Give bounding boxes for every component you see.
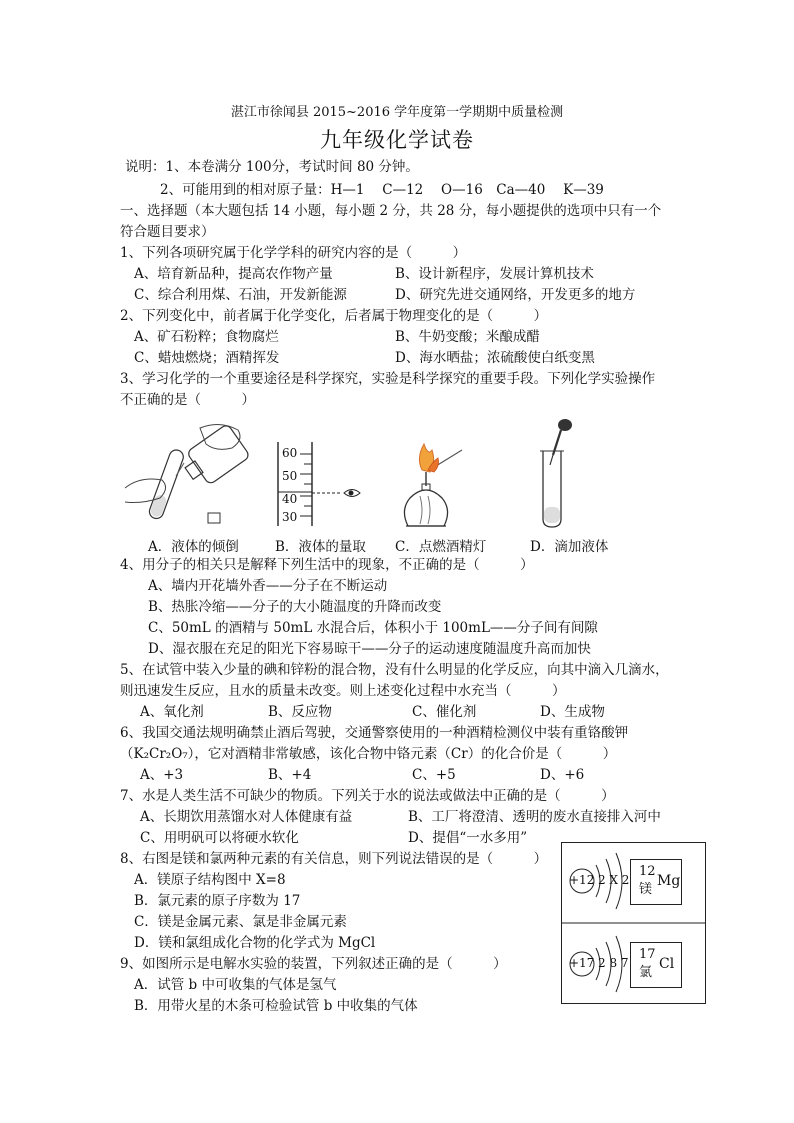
exam-title: 九年级化学试卷 — [320, 128, 474, 152]
q4-stem: 4、用分子的相关只是解释下列生活中的现象，不正确的是（ ） — [120, 557, 534, 573]
q2-option-c: C、蜡烛燃烧；酒精挥发 — [134, 350, 280, 366]
exam-subtitle: 湛江市徐闻县 2015~2016 学年度第一学期期中质量检测 — [230, 105, 564, 120]
mg-element-box — [630, 859, 682, 905]
q6-stem-line2: （K₂Cr₂O₇），它对酒精非常敏感，该化合物中铬元素（Cr）的化合价是（ ） — [120, 746, 617, 762]
q6-option-a: A、+3 — [140, 767, 184, 783]
cl-atomic-number: 17 — [639, 947, 656, 962]
element-info-figure — [561, 842, 706, 1004]
mg-symbol: Mg — [657, 873, 681, 889]
q2-stem: 2、下列变化中，前者属于化学变化，后者属于物理变化的是（ ） — [120, 308, 548, 324]
q5-stem-line1: 5、在试管中装入少量的碘和锌粉的混合物，没有什么明显的化学反应，向其中滴入几滴水， — [120, 662, 669, 678]
q7-option-c: C、用明矾可以将硬水软化 — [140, 830, 299, 846]
q1-option-a: A、培育新品种，提高农作物产量 — [134, 266, 333, 282]
q5-option-c: C、催化剂 — [412, 704, 477, 720]
q5-option-b: B、反应物 — [268, 704, 332, 720]
mg-shells: 2 X 2 — [598, 873, 630, 887]
mg-nucleus: +12 — [569, 873, 595, 887]
q9-option-a: A．试管 b 中可收集的气体是氢气 — [134, 977, 337, 993]
q8-option-d: D．镁和氯组成化合物的化学式为 MgCl — [134, 935, 376, 951]
q1-option-c: C、综合利用煤、石油，开发新能源 — [134, 287, 347, 303]
cl-shells: 2 8 7 — [598, 956, 629, 970]
q6-option-d: D、+6 — [540, 767, 585, 783]
section1-line1: 一、选择题（本大题包括 14 小题，每小题 2 分，共 28 分，每小题提供的选项中只有一个 — [120, 203, 662, 219]
cl-nucleus: +17 — [569, 956, 595, 970]
note-2: 2、可能用到的相对原子量：H—1 C—12 O—16 Ca—40 K—39 — [160, 182, 604, 198]
q1-option-d: D、研究先进交通网络，开发更多的地方 — [395, 287, 636, 303]
q3-stem-line2: 不正确的是（ ） — [120, 392, 255, 408]
q9-option-b: B．用带火星的木条可检验试管 b 中收集的气体 — [134, 998, 418, 1014]
cl-element-box — [630, 942, 682, 988]
q3-caption-b: B．液体的量取 — [275, 539, 366, 555]
mg-name: 镁 — [639, 882, 653, 897]
cylinder-tick-50: 50 — [282, 469, 298, 483]
mg-atomic-number: 12 — [639, 864, 656, 879]
q7-stem: 7、水是人类生活不可缺少的物质。下列关于水的说法或做法中正确的是（ ） — [120, 788, 615, 804]
q7-option-b: B、工厂将澄清、透明的废水直接排入河中 — [408, 809, 661, 825]
q6-stem-line1: 6、我国交通法规明确禁止酒后驾驶，交通警察使用的一种酒精检测仪中装有重铬酸钾 — [120, 725, 629, 741]
q7-option-d: D、提倡“一水多用” — [408, 830, 528, 846]
dropper-figure — [535, 415, 580, 530]
pouring-liquid-figure — [120, 418, 255, 530]
q7-option-a: A、长期饮用蒸馏水对人体健康有益 — [140, 809, 353, 825]
cylinder-tick-60: 60 — [282, 446, 298, 460]
cl-name: 氯 — [639, 965, 653, 980]
note-1: 说明：1、本卷满分 100分，考试时间 80 分钟。 — [125, 159, 419, 175]
q2-option-a: A、矿石粉粹；食物腐烂 — [134, 329, 279, 345]
q6-option-b: B、+4 — [268, 767, 312, 783]
q8-stem: 8、右图是镁和氯两种元素的有关信息，则下列说法错误的是（ ） — [120, 851, 548, 867]
q4-option-d: D、湿衣服在充足的阳光下容易晾干——分子的运动速度随温度升高而加快 — [148, 641, 591, 657]
q2-option-b: B、牛奶变酸；米酿成醋 — [395, 329, 540, 345]
cl-symbol: Cl — [659, 956, 675, 972]
q4-option-c: C、50mL 的酒精与 50mL 水混合后，体积小于 100mL——分子间有间隙 — [148, 620, 598, 636]
alcohol-lamp-figure — [398, 440, 468, 532]
q1-stem: 1、下列各项研究属于化学学科的研究内容的是（ ） — [120, 245, 467, 261]
cylinder-tick-40: 40 — [282, 492, 298, 506]
q3-caption-c: C．点燃酒精灯 — [395, 539, 487, 555]
section1-line2: 符合题目要求） — [120, 224, 215, 240]
q3-caption-d: D．滴加液体 — [530, 539, 609, 555]
cylinder-tick-30: 30 — [282, 510, 298, 524]
q3-caption-a: A．液体的倾倒 — [148, 539, 239, 555]
q5-option-a: A、氧化剂 — [140, 704, 204, 720]
q4-option-b: B、热胀冷缩——分子的大小随温度的升降而改变 — [148, 599, 442, 615]
q2-option-d: D、海水晒盐；浓硫酸使白纸变黑 — [395, 350, 595, 366]
q1-option-b: B、设计新程序，发展计算机技术 — [395, 266, 594, 282]
q8-option-a: A．镁原子结构图中 X=8 — [134, 872, 286, 888]
q6-option-c: C、+5 — [412, 767, 456, 783]
q4-option-a: A、墙内开花墙外香——分子在不断运动 — [148, 578, 388, 594]
q8-option-c: C．镁是金属元素、氯是非金属元素 — [134, 914, 347, 930]
q8-option-b: B．氯元素的原子序数为 17 — [134, 893, 301, 909]
q5-option-d: D、生成物 — [540, 704, 605, 720]
q9-stem: 9、如图所示是电解水实验的装置，下列叙述正确的是（ ） — [120, 956, 507, 972]
q5-stem-line2: 则迅速发生反应，且水的质量未改变。则上述变化过程中水充当（ ） — [120, 683, 566, 699]
q3-stem-line1: 3、学习化学的一个重要途径是科学探究，实验是科学探究的重要手段。下列化学实验操作 — [120, 371, 656, 387]
